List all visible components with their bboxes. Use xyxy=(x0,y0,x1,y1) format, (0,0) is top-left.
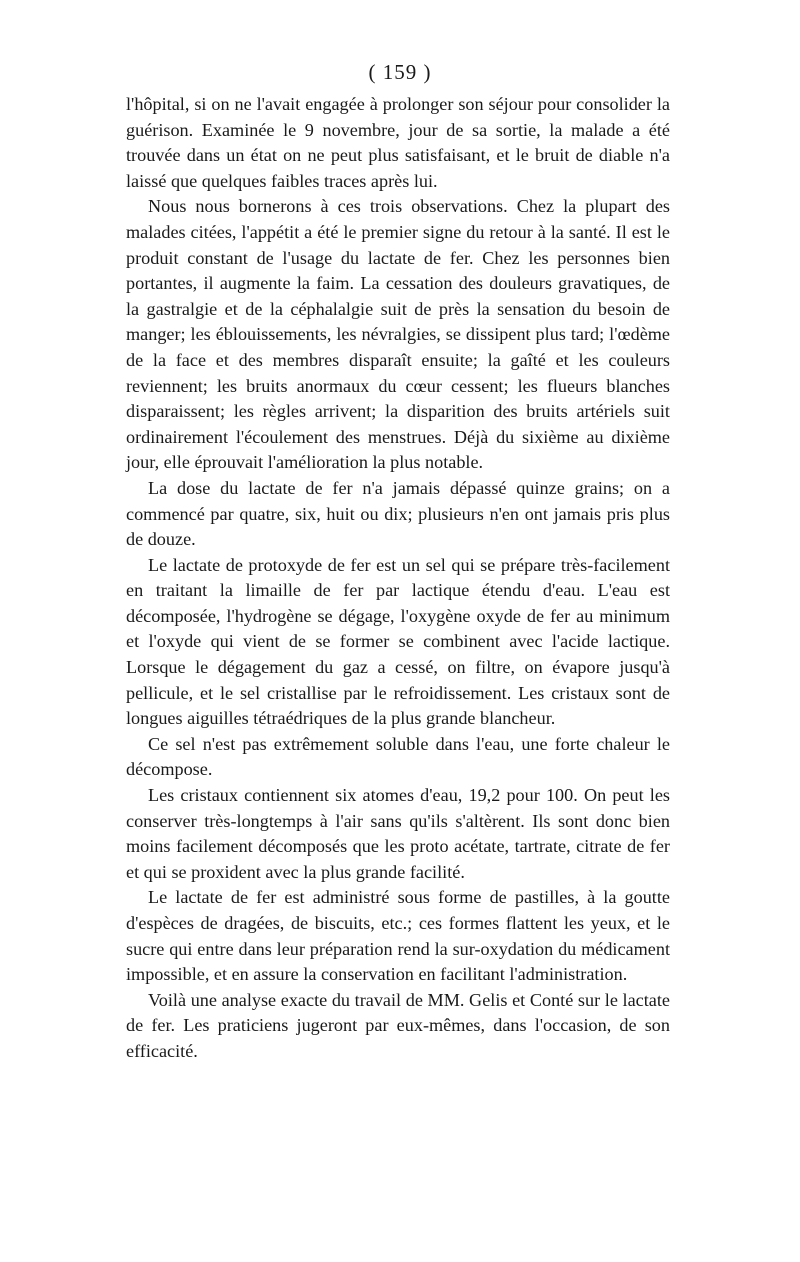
paragraph-5: Ce sel n'est pas extrêmement soluble dans l'eau, une forte chaleur le décompose. xyxy=(126,733,670,780)
paragraph-8: Voilà une analyse exacte du travail de MM. Gelis et Conté sur le lactate de fer. Les praticiens jugeront par eux-mêmes, dans l'occasion, de son efficacité. xyxy=(126,989,670,1061)
paragraph-3: La dose du lactate de fer n'a jamais dépassé quinze grains; on a commencé par quatre, six, huit ou dix; plusieurs n'en ont jamais pris plus de douze. xyxy=(126,477,670,550)
paragraph-4: Le lactate de protoxyde de fer est un sel qui se prépare très-facilement en traitant la limaille de fer par lactique étendu d'eau. L'eau est décomposée, l'hydrogène se dégage, l'oxygène oxyde de fer au minimum et l'oxyde qui vient de se former se combinent avec l'acide lactique. Lorsque le dégagement du gaz a cessé, on filtre, on évapore jusqu'à pellicule, et le sel cristallise par le refroidissement. Les cristaux sont de longues aiguilles tétraédriques de la plus grande blancheur. xyxy=(126,554,670,729)
paragraph-6: Les cristaux contiennent six atomes d'eau, 19,2 pour 100. On peut les conserver très-longtemps à l'air sans qu'ils s'altèrent. Ils sont donc bien moins facilement décomposés que les proto acétate, tartrate, citrate de fer et qui se proxident avec la plus grande facilité. xyxy=(126,785,670,882)
paragraph-2: Nous nous bornerons à ces trois observations. Chez la plupart des malades citées, l'appétit a été le premier signe du retour à la santé. Il est le produit constant de l'usage du lactate de fer. Chez les personnes bien portantes, il augmente la faim. La cessation des douleurs gravatiques, de la gastralgie et de la céphalalgie suit de près la sensation du besoin de manger; les éblouissements, les névralgies, se dissipent plus tard; l'œdème de la face et des membres disparaît ensuite; la gaîté et les couleurs reviennent; les bruits anormaux du cœur cessent; les flueurs blanches disparaissent; les règles arrivent; la disparition des bruits artériels suit ordinairement l'écoulement des menstrues. Déjà du sixième au dixième jour, elle éprouvait l'amélioration la plus notable. xyxy=(126,196,670,473)
body-text xyxy=(126,92,670,1065)
paragraph-7: Le lactate de fer est administré sous forme de pastilles, à la goutte d'espèces de dragées, de biscuits, etc.; ces formes flattent les yeux, et le sucre qui entre dans leur préparation rend la sur-oxydation du médicament impossible, et en assure la conservation en facilitant l'administration. xyxy=(126,887,670,985)
paragraph-1: l'hôpital, si on ne l'avait engagée à prolonger son séjour pour consolider la guérison. Examinée le 9 novembre, jour de sa sortie, la malade a été trouvée dans un état on ne peut plus satisfaisant, et le bruit de diable n'a laissé que quelques faibles traces après lui. xyxy=(126,94,670,191)
page-number-header: ( 159 ) xyxy=(368,60,432,84)
